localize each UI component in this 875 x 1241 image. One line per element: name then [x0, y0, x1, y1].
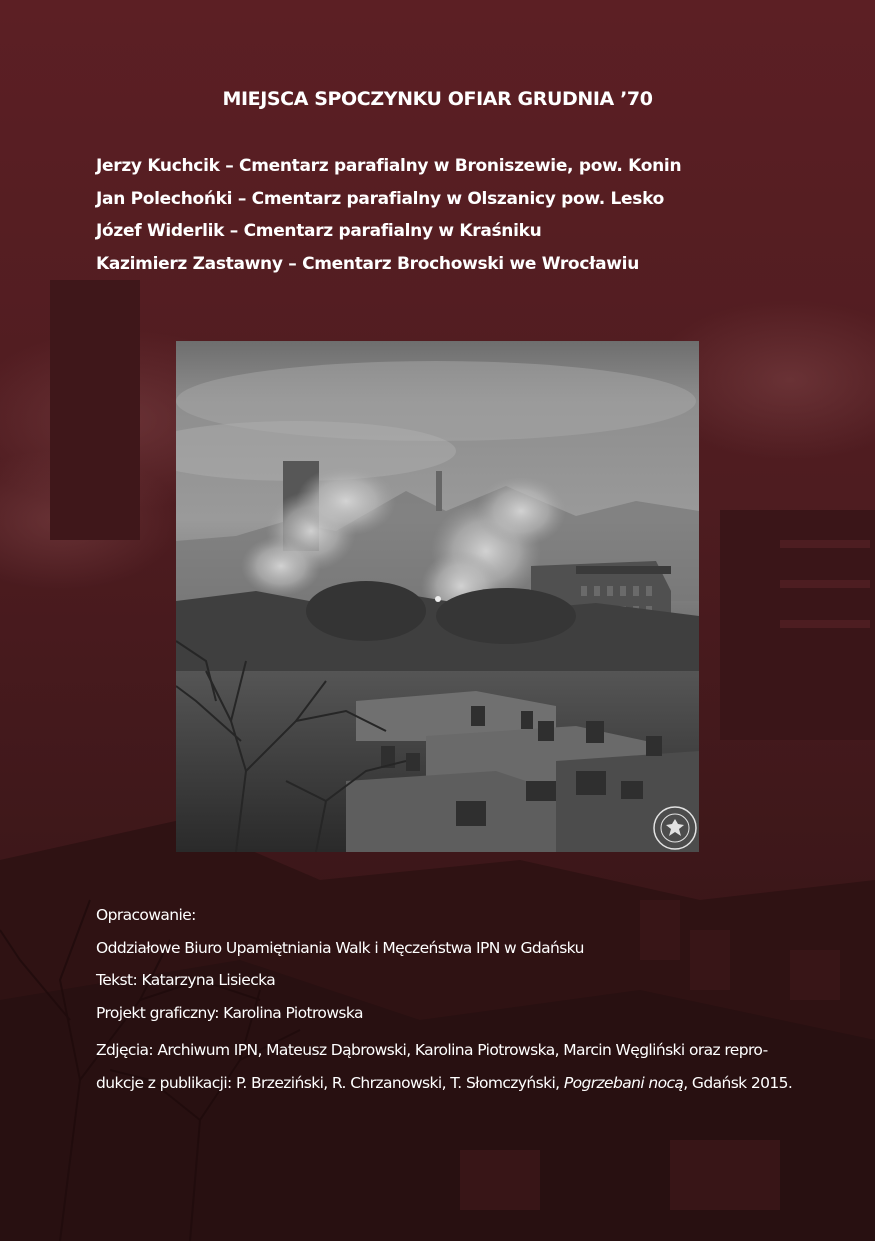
list-item: Jerzy Kuchcik – Cmentarz parafialny w Broniszewie, pow. Konin — [96, 156, 682, 176]
photo-credits-text: Zdjęcia: Archiwum IPN, Mateusz Dąbrowski, Karolina Piotrowska, Marcin Węgliński oraz repro-dukcje z publikacji: P. Brzeziński, R. Chrzanowski, T. Słomczyński, — [96, 1041, 768, 1092]
list-item: Jan Polechońki – Cmentarz parafialny w Olszanicy pow. Lesko — [96, 188, 665, 209]
list-item: Józef Widerlik – Cmentarz parafialny w Kraśniku — [96, 221, 542, 241]
office-name: Oddziałowe Biuro Upamiętniania Walk i Męczeństwa IPN w Gdańsku — [96, 938, 584, 957]
book-title: Pogrzebani nocą — [563, 1073, 684, 1092]
photo-credits-suffix: , Gdańsk 2015. — [683, 1073, 793, 1092]
list-item: Kazimierz Zastawny – Cmentarz Brochowski we Wrocławiu — [96, 253, 640, 274]
prepared-label: Opracowanie: — [96, 906, 196, 924]
design-author: Projekt graficzny: Karolina Piotrowska — [96, 1003, 363, 1022]
text-author: Tekst: Katarzyna Lisiecka — [96, 971, 276, 989]
city-smoke-photo — [176, 341, 699, 852]
credits — [96, 904, 796, 1099]
photo-credits — [96, 1034, 796, 1099]
victims-list — [96, 155, 796, 285]
page-title: MIEJSCA SPOCZYNKU OFIAR GRUDNIA ’70 — [222, 88, 653, 110]
